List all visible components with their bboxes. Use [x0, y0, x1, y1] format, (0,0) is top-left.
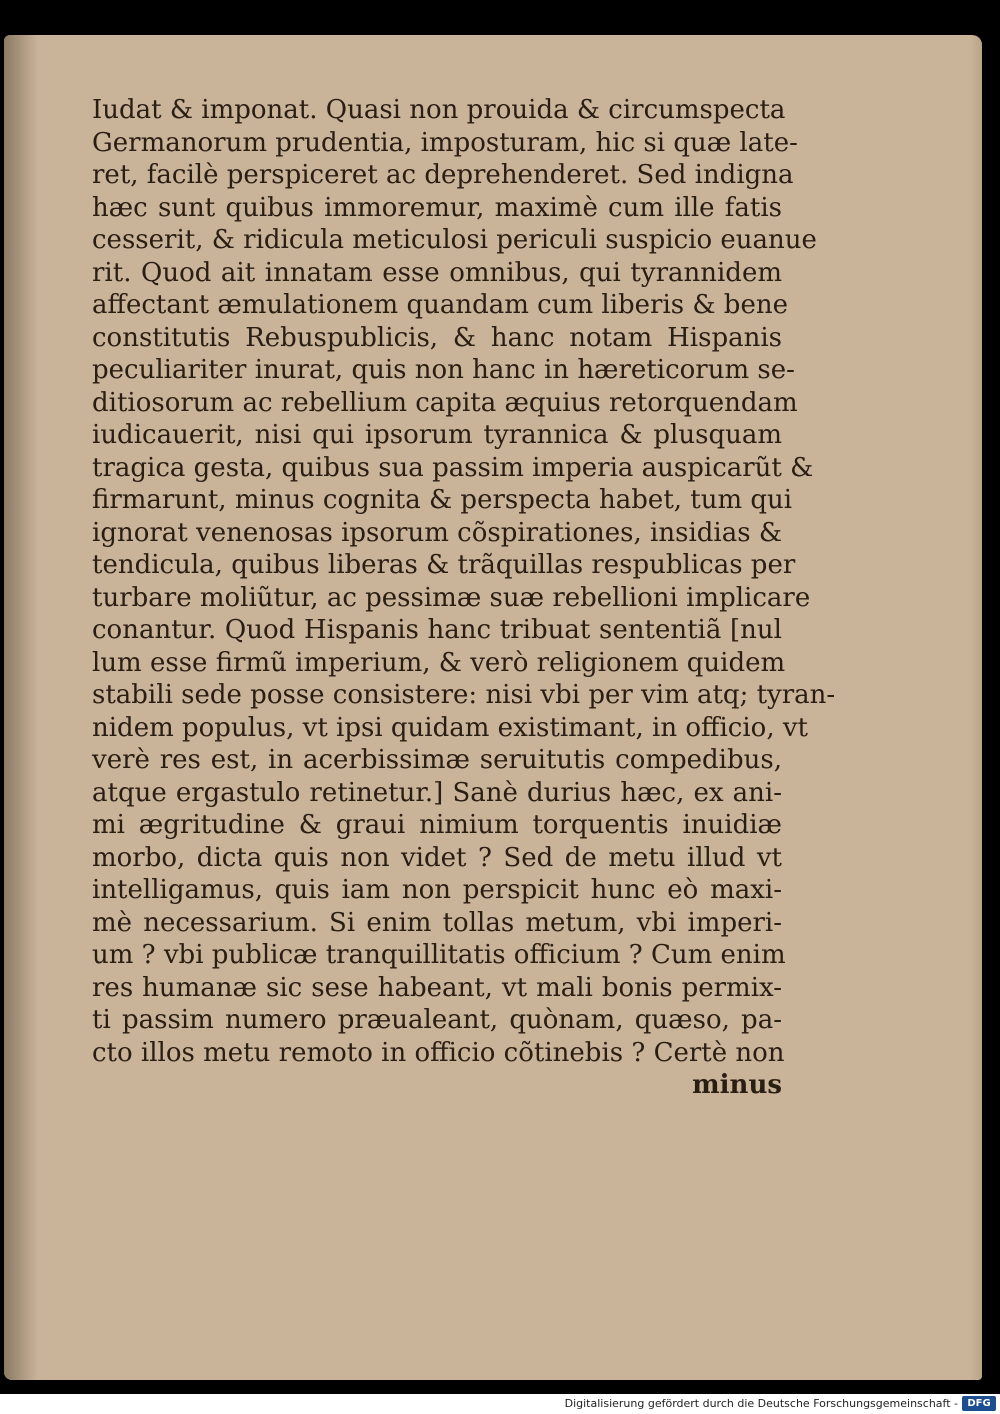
text-line: affectant æmulationem quandam cum liberis & bene	[92, 290, 788, 320]
text-line: peculiariter inurat, quis non hanc in hæreticorum se-	[92, 355, 795, 385]
text-line: mè necessarium. Si enim tollas metum, vbi imperi-	[92, 907, 782, 938]
text-line: ignorat venenosas ipsorum cõspirationes, insidias &	[92, 517, 782, 548]
text-line: cto illos metu remoto in officio cõtinebis ? Certè non	[92, 1037, 785, 1068]
text-line: cesserit, & ridicula meticulosi periculi suspicio euanue	[92, 225, 817, 255]
text-line: ti passim numero præualeant, quònam, quæso, pa-	[92, 1005, 782, 1035]
catchword: minus	[692, 1070, 782, 1100]
dfg-logo[interactable]: DFG	[962, 1396, 996, 1411]
text-line: ret, facilè perspiceret ac deprehenderet. Sed indigna	[92, 160, 794, 190]
text-line: atque ergastulo retinetur.] Sanè durius hæc, ex ani-	[92, 777, 782, 808]
text-line: mi ægritudine & graui nimium torquentis inuidiæ	[92, 810, 782, 840]
page-text-block	[92, 94, 836, 1102]
text-line: Germanorum prudentia, imposturam, hic si quæ late-	[92, 127, 798, 158]
footer-bar	[0, 1394, 1000, 1414]
book-page	[4, 35, 982, 1380]
text-line: Iudat & imponat. Quasi non prouida & circumspecta	[92, 95, 786, 125]
text-line: morbo, dicta quis non videt ? Sed de metu illud vt	[92, 842, 782, 873]
text-line: conantur. Quod Hispanis hanc tribuat sententiã [nul	[92, 615, 782, 645]
text-line: res humanæ sic sese habeant, vt mali bonis permix-	[92, 972, 782, 1003]
text-line: firmarunt, minus cognita & perspecta habet, tum qui	[92, 485, 793, 515]
text-line: constitutis Rebuspublicis, & hanc notam Hispanis	[92, 322, 782, 353]
text-line: rit. Quod ait innatam esse omnibus, qui tyrannidem	[92, 257, 782, 288]
text-line: lum esse firmũ imperium, & verò religionem quidem	[92, 647, 786, 678]
text-line: iudicauerit, nisi qui ipsorum tyrannica & plusquam	[92, 420, 782, 450]
page-gutter-shadow	[4, 35, 38, 1380]
text-line: tragica gesta, quibus sua passim imperia auspicarũt &	[92, 452, 814, 483]
text-line: ditiosorum ac rebellium capita æquius retorquendam	[92, 387, 798, 418]
text-line: hæc sunt quibus immoremur, maximè cum ille fatis	[92, 192, 782, 223]
text-line: um ? vbi publicæ tranquillitatis officium ? Cum enim	[92, 940, 786, 970]
text-line: verè res est, in acerbissimæ seruitutis compedibus,	[92, 745, 782, 775]
text-line: tendicula, quibus liberas & trãquillas respublicas per	[92, 550, 796, 580]
text-line: intelligamus, quis iam non perspicit hunc eò maxi-	[92, 875, 782, 905]
text-line: nidem populus, vt ipsi quidam existimant, in officio, vt	[92, 712, 808, 743]
text-line: stabili sede posse consistere: nisi vbi per vim atq; tyran-	[92, 680, 836, 710]
text-line: turbare moliũtur, ac pessimæ suæ rebellioni implicare	[92, 582, 811, 613]
page-edge-shadow	[970, 35, 982, 1380]
funding-credit: Digitalisierung gefördert durch die Deutsche Forschungsgemeinschaft -	[564, 1397, 958, 1410]
